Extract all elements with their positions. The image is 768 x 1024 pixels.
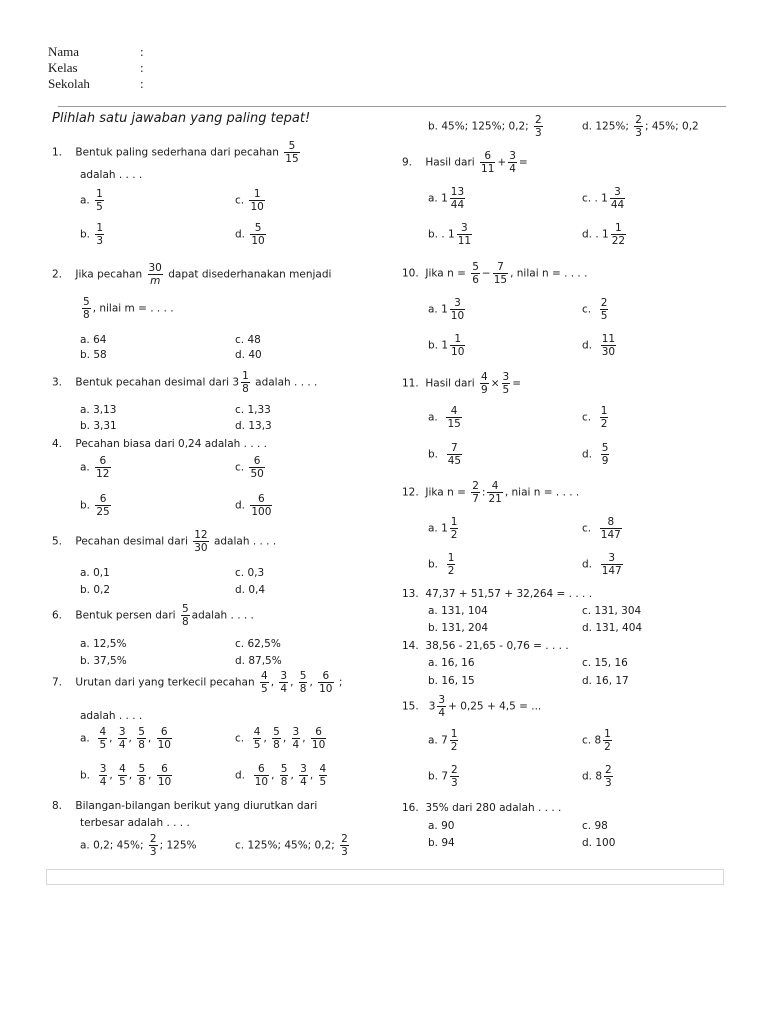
option-a: a. 0,2; 45%; $\frac{2}{3}$ ; 125% <box>80 833 197 858</box>
question-text: adalah . . . . <box>80 169 143 181</box>
option-d: d. 87,5% <box>235 655 282 667</box>
option-c: c. 15, 16 <box>582 657 628 669</box>
question-9: 9. Hasil dari $\frac{6}{11}$ + $\frac{3}{4}$ = <box>402 150 528 175</box>
option-d: d. $\frac{6}{10}$ , $\frac{5}{8}$ , $\frac{3}{4}$ , $\frac{4}{5}$ <box>235 763 327 788</box>
option-c: c. 48 <box>235 334 261 346</box>
option-b: b. 3,31 <box>80 420 117 432</box>
question-text: $\frac{5}{8}$ , nilai m = . . . . <box>83 296 174 321</box>
question-text: Bentuk paling sederhana dari pecahan <box>75 146 279 159</box>
question-6: 6. Bentuk persen dari $\frac{5}{8}$ adalah . . . . <box>52 603 254 628</box>
option-c: c. $\frac{1}{2}$ <box>582 405 608 430</box>
option-b: b. 58 <box>80 349 107 361</box>
option-d: d. 40 <box>235 349 262 361</box>
question-text: terbesar adalah . . . . <box>80 817 190 829</box>
question-15: 15. 3 $\frac{3}{4}$ + 0,25 + 4,5 = ... <box>402 694 542 719</box>
option-b: b. 37,5% <box>80 655 127 667</box>
question-text: adalah . . . . <box>80 710 143 722</box>
option-b: b. $\frac{1}{3}$ <box>80 222 104 247</box>
class-field <box>48 60 144 75</box>
option-c: c. 1,33 <box>235 404 271 416</box>
footer-box <box>46 869 724 885</box>
name-field <box>48 44 144 59</box>
class-label: Kelas <box>48 60 78 75</box>
question-8: 8. Bilangan-bilangan berikut yang diurutkan dari <box>52 800 318 812</box>
option-c: c. $\frac{6}{50}$ <box>235 455 264 480</box>
question-7: 7. Urutan dari yang terkecil pecahan $\frac{4}{5}$ , $\frac{3}{4}$ , $\frac{5}{8}$ , $\frac{6}{10}$ ; <box>52 670 343 695</box>
instruction-title: Plihlah satu jawaban yang paling tepat! <box>52 111 311 126</box>
option-a: a. 16, 16 <box>428 657 475 669</box>
option-a: a. 131, 104 <box>428 605 488 617</box>
option-b: b. 94 <box>428 837 455 849</box>
option-d: d. 13,3 <box>235 420 272 432</box>
option-d: d. $\frac{6}{100}$ <box>235 493 272 518</box>
option-d: d. 16, 17 <box>582 675 629 687</box>
option-c: c. 125%; 45%; 0,2; $\frac{2}{3}$ <box>235 833 348 858</box>
option-b: b. $\frac{3}{4}$ , $\frac{4}{5}$ , $\frac{5}{8}$ , $\frac{6}{10}$ <box>80 763 172 788</box>
option-a: a. 90 <box>428 820 455 832</box>
option-a: a. $\frac{4}{15}$ <box>428 405 461 430</box>
school-label: Sekolah <box>48 76 90 91</box>
option-a: a. 1 $\frac{3}{10}$ <box>428 297 465 322</box>
question-5: 5. Pecahan desimal dari $\frac{12}{30}$ adalah . . . . <box>52 529 277 554</box>
option-a: a. $\frac{1}{5}$ <box>80 188 103 213</box>
question-2: 2. Jika pecahan $\frac{30}{m}$ dapat disederhanakan menjadi <box>52 262 332 287</box>
option-a: a. 7 $\frac{1}{2}$ <box>428 728 458 753</box>
question-13: 13. 47,37 + 51,57 + 32,264 = . . . . <box>402 588 593 600</box>
option-b: b. $\frac{1}{2}$ <box>428 552 455 577</box>
question-4: 4. Pecahan biasa dari 0,24 adalah . . . . <box>52 438 267 450</box>
option-c: c. 8 $\frac{1}{2}$ <box>582 728 611 753</box>
option-a: a. 0,1 <box>80 567 110 579</box>
option-a: a. 1 $\frac{13}{44}$ <box>428 186 465 211</box>
question-11: 11. Hasil dari $\frac{4}{9}$ × $\frac{3}{5}$ = <box>402 371 522 396</box>
fraction: $\frac{5}{15}$ <box>285 140 299 165</box>
option-b: b. . 1 $\frac{3}{11}$ <box>428 222 472 247</box>
option-a: a. 3,13 <box>80 404 117 416</box>
colon: : <box>140 44 144 59</box>
option-a: a. 12,5% <box>80 638 127 650</box>
option-b: b. 0,2 <box>80 584 111 596</box>
option-a: a. 1 $\frac{1}{2}$ <box>428 516 458 541</box>
option-c: c. 98 <box>582 820 608 832</box>
question-10: 10. Jika n = $\frac{5}{6}$ − $\frac{7}{15}$ , nilai n = . . . . <box>402 261 588 286</box>
option-d: d. 8 $\frac{2}{3}$ <box>582 764 612 789</box>
option-d: d. $\frac{5}{9}$ <box>582 442 609 467</box>
option-d: d. $\frac{3}{147}$ <box>582 552 622 577</box>
option-d: d. 131, 404 <box>582 622 643 634</box>
option-b: b. $\frac{7}{45}$ <box>428 442 462 467</box>
question-3: 3. Bentuk pecahan desimal dari 3 $\frac{1}{8}$ adalah . . . . <box>52 370 318 395</box>
option-d: d. 125%; $\frac{2}{3}$ ; 45%; 0,2 <box>582 114 699 139</box>
question-number: 1. <box>52 146 63 159</box>
option-b: b. $\frac{6}{25}$ <box>80 493 110 518</box>
option-d: d. $\frac{11}{30}$ <box>582 333 616 358</box>
option-c: c. $\frac{1}{10}$ <box>235 188 264 213</box>
option-c: c. 62,5% <box>235 638 281 650</box>
option-c: c. 0,3 <box>235 567 265 579</box>
question-16: 16. 35% dari 280 adalah . . . . <box>402 802 562 814</box>
option-b: b. 131, 204 <box>428 622 489 634</box>
option-a: a. $\frac{6}{12}$ <box>80 455 110 480</box>
colon: : <box>140 60 144 75</box>
option-b: b. 45%; 125%; 0,2; $\frac{2}{3}$ <box>428 114 542 139</box>
option-d: d. 100 <box>582 837 616 849</box>
divider <box>58 106 726 107</box>
option-d: d. $\frac{5}{10}$ <box>235 222 265 247</box>
option-c: c. $\frac{4}{5}$ , $\frac{5}{8}$ , $\frac{3}{4}$ , $\frac{6}{10}$ <box>235 726 326 751</box>
option-c: c. 131, 304 <box>582 605 642 617</box>
option-b: b. 16, 15 <box>428 675 475 687</box>
option-a: a. 64 <box>80 334 107 346</box>
option-a: a. $\frac{4}{5}$ , $\frac{3}{4}$ , $\frac{5}{8}$ , $\frac{6}{10}$ <box>80 726 171 751</box>
option-c: c. . 1 $\frac{3}{44}$ <box>582 186 625 211</box>
option-d: d. . 1 $\frac{1}{22}$ <box>582 222 626 247</box>
option-b: b. 1 $\frac{1}{10}$ <box>428 333 465 358</box>
name-label: Nama <box>48 44 80 59</box>
option-c: c. $\frac{2}{5}$ <box>582 297 608 322</box>
option-b: b. 7 $\frac{2}{3}$ <box>428 764 458 789</box>
colon: : <box>140 76 144 91</box>
option-c: c. $\frac{8}{147}$ <box>582 516 621 541</box>
school-field <box>48 76 144 91</box>
option-d: d. 0,4 <box>235 584 266 596</box>
question-1 <box>52 140 302 165</box>
question-12: 12. Jika n = $\frac{2}{7}$ : $\frac{4}{21}$ , niai n = . . . . <box>402 480 580 505</box>
question-14: 14. 38,56 - 21,65 - 0,76 = . . . . <box>402 640 569 652</box>
